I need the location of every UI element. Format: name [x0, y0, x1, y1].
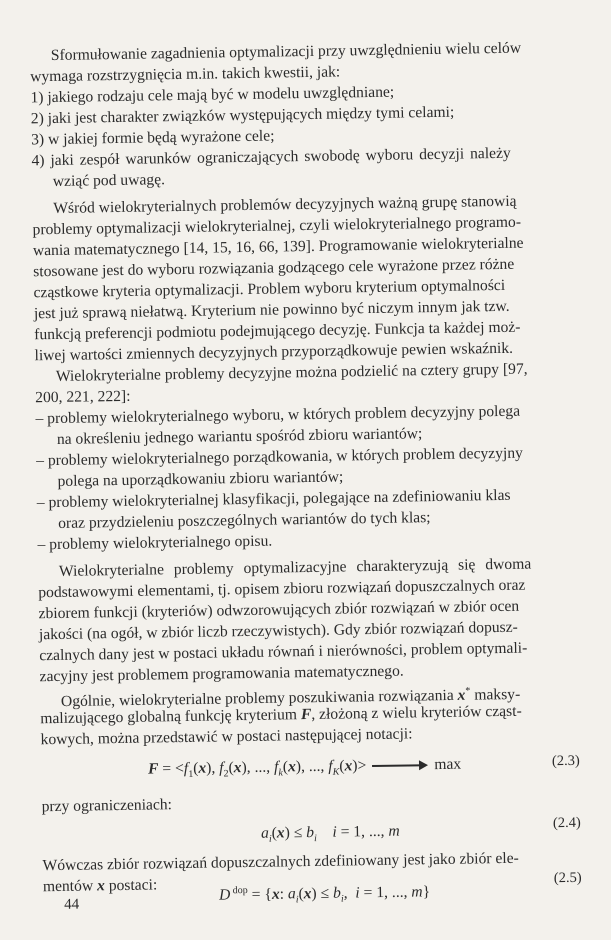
equation-2-5: D $^{dop}$ = {x: $a_i(x) \le b_i$, i = 1, ..., m} — [218, 883, 431, 906]
text-line: 200, 221, 222]: — [35, 387, 131, 407]
equation-number: (2.4) — [552, 814, 581, 832]
bullet-item: – problemy wielokryterialnego opisu. — [37, 532, 273, 554]
text-line: przy ograniczeniach: — [41, 796, 173, 816]
text-line: Sformułowanie zagadnienia optymalizacji przy uwzględnieniu wielu celów — [50, 39, 522, 65]
list-item: 2) jaki jest charakter związków występujących między tymi celami; — [30, 103, 455, 128]
text-line: zacyjny jest problemem programowania matematycznego. — [39, 662, 404, 686]
text-line: Wówczas zbiór rozwiązań dopuszczalnych zdefiniowany jest jako zbiór ele- — [42, 849, 519, 875]
equation-number: (2.5) — [553, 869, 582, 887]
text-line: Wielokryterialne problemy decyzyjne można podzielić na cztery grupy [97, — [55, 360, 528, 385]
text-line: kowych, można przedstawić w postaci następującej notacji: — [40, 725, 413, 749]
text-line: wziąć pod uwagę. — [52, 171, 166, 190]
text-line: zbiorem funkcji (kryteriów) odwzorowujących zbiór rozwiązań w zbiór ocen — [38, 597, 520, 623]
bullet-item-continuation: na określeniu jednego wariantu spośród zbioru wariantów; — [56, 425, 423, 448]
list-item: 4) jaki zespół warunków ograniczających swobodę wyboru decyzji należy — [31, 144, 511, 170]
equation-2-4: $a_i(x) \le b_i$ i = 1, ..., m — [260, 822, 400, 845]
text-line: malizującego globalną funkcję kryterium F, złożoną z wielu kryteriów cząst- — [40, 702, 522, 728]
page-number: 44 — [64, 896, 80, 913]
list-item: 3) w jakiej formie będą wyrażone cele; — [31, 127, 275, 149]
text-line: jest już sprawą niełatwą. Kryterium nie powinno być niczym innym jak tzw. — [33, 297, 510, 323]
text-line: Ogólnie, wielokryterialne problemy poszukiwania rozwiązania x* maksy- — [60, 685, 521, 711]
bullet-item: – problemy wielokryterialnego porządkowania, w których problem decyzyjny — [36, 444, 523, 470]
text-line: czalnych dany jest w postaci układu równań i nierówności, problem optymali- — [39, 639, 528, 665]
text-line: podstawowymi elementami, tj. opisem zbioru rozwiązań dopuszczalnych oraz — [38, 576, 526, 602]
text-line: wymaga rozstrzygnięcia m.in. takich kwestii, jak: — [30, 63, 341, 86]
bullet-item-continuation: polega na uporządkowaniu zbioru wariantów; — [57, 468, 344, 490]
bullet-item: – problemy wielokryterialnego wyboru, w których problem decyzyjny polega — [35, 402, 521, 428]
text-line: funkcją preferencji podmiotu podejmującego decyzję. Funkcja ta każdej moż- — [34, 318, 521, 344]
text-line: Wśród wielokryterialnych problemów decyzyjnych ważną grupę stanowią — [53, 192, 517, 217]
text-line: cząstkowe kryteria optymalizacji. Problem wyboru kryterium optymalności — [33, 276, 506, 302]
text-line: Wielokryterialne problemy optymalizacyjne charakteryzują się dwoma — [58, 555, 532, 580]
text-line: stosowane jest do wyboru rozwiązania godzącego cele wyrażone przez różne — [33, 255, 515, 281]
bullet-item: – problemy wielokryterialnej klasyfikacji, polegające na zdefiniowaniu klas — [36, 486, 511, 512]
text-line: wania matematycznego [14, 15, 16, 66, 139]. Programowanie wielokryterialne — [32, 234, 524, 260]
equation-2-3: $F = <f_1(x)$, $f_2(x)$, ..., $f_k(x)$, ..., $f_K(x)> \max$ — [147, 755, 462, 781]
arrow-icon — [372, 765, 426, 768]
list-item: 1) jakiego rodzaju cele mają być w modelu uwzględniane; — [30, 83, 395, 107]
text-line: jakości (na ogół, w zbiór liczb rzeczywistych). Gdy zbiór rozwiązań dopusz- — [38, 618, 518, 644]
text-line: liwej wartości zmiennych decyzyjnych przyporządkowuje pewien wskaźnik. — [34, 339, 514, 365]
text-line: mentów x postaci: — [42, 876, 158, 896]
equation-number: (2.3) — [551, 752, 580, 770]
text-line: problemy optymalizacji wielokryterialnej, czyli wielokryterialnego programo- — [32, 213, 522, 239]
bullet-item-continuation: oraz przydzieleniu poszczególnych wariantów do tych klas; — [58, 509, 431, 532]
